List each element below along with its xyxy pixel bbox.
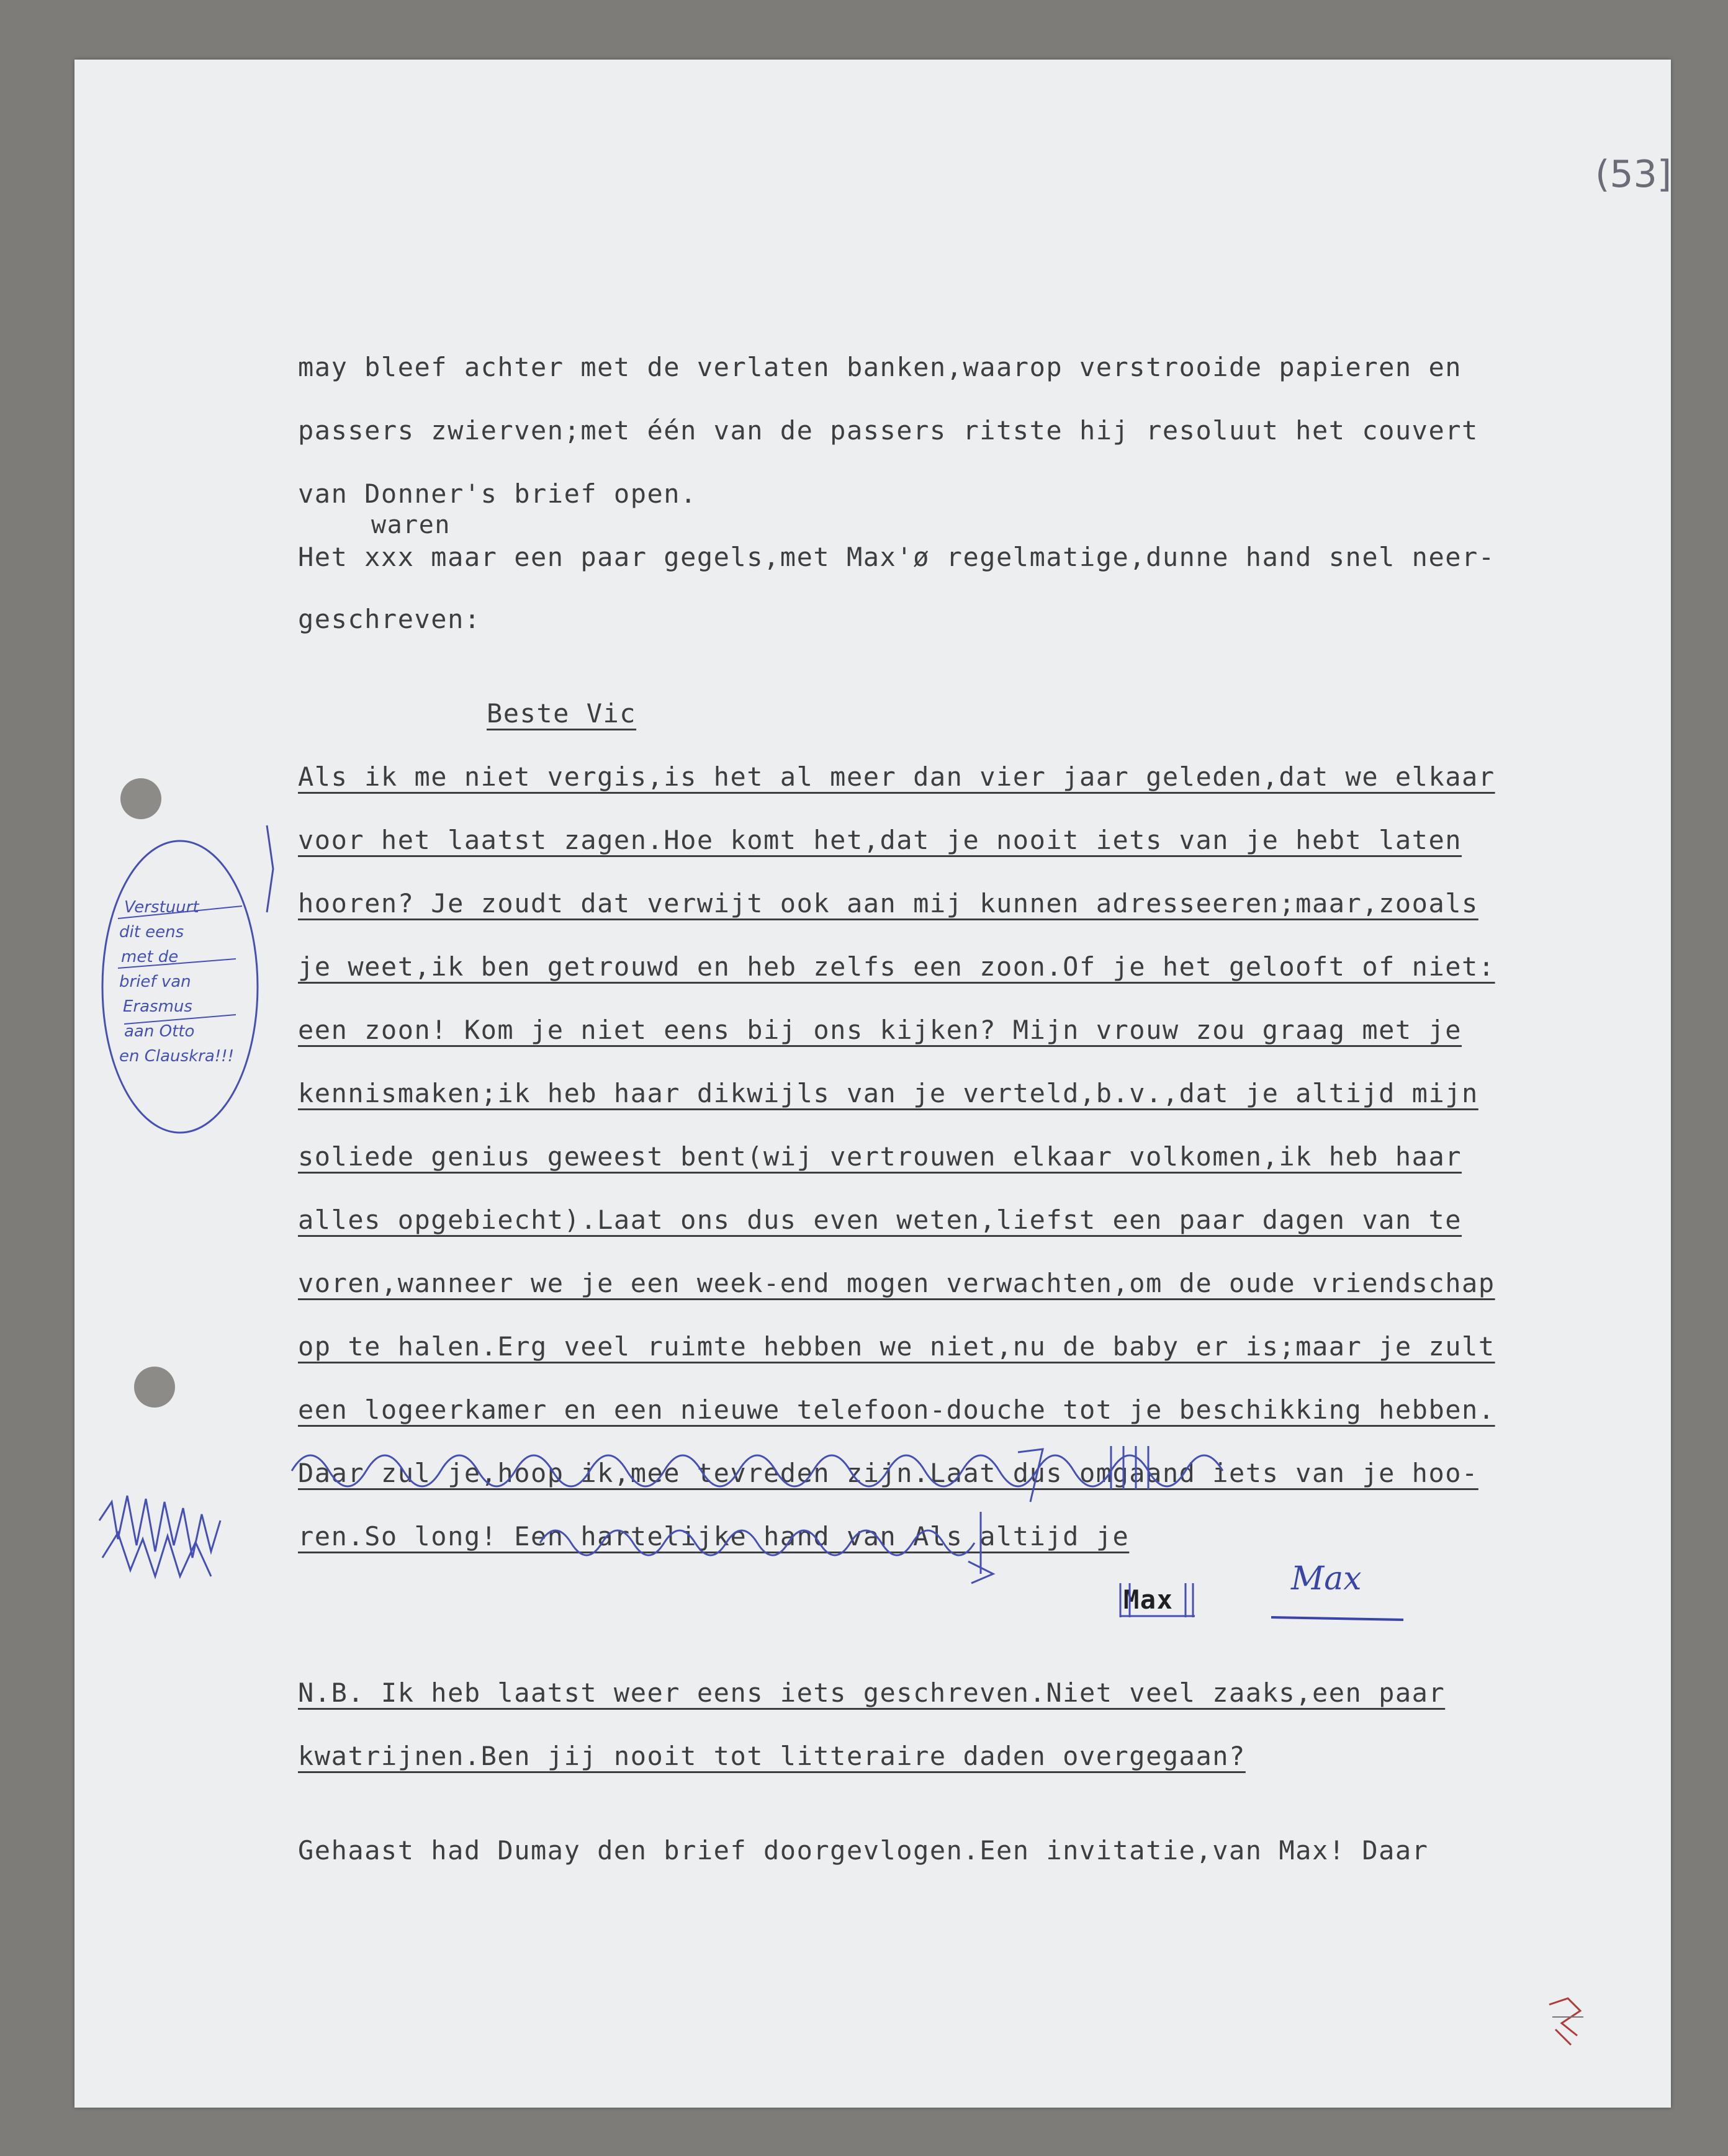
letter-line: hooren? Je zoudt dat verwijt ook aan mij kunnen adresseeren;maar,zooals [298,888,1478,919]
letter-line: kennismaken;ik heb haar dikwijls van je verteld,b.v.,dat je altijd mijn [298,1078,1478,1108]
margin-note-line: met de [121,948,179,966]
letter-line: je weet,ik ben getrouwd en heb zelfs een zoon.Of je het gelooft of niet: [298,951,1495,982]
letter-line: soliede genius geweest bent(wij vertrouwen elkaar volkomen,ik heb haar [298,1141,1462,1172]
page-number: (53] [1595,153,1672,196]
punch-hole-top [120,778,161,819]
margin-note-line: dit eens [119,923,184,941]
letter-line: Als ik me niet vergis,is het al meer dan vier jaar geleden,dat we elkaar [298,761,1495,792]
letter-line: alles opgebiecht).Laat ons dus even weten,liefst een paar dagen van te [298,1205,1462,1235]
text-line: passers zwierven;met één van de passers ritste hij resoluut het couvert [298,415,1478,446]
punch-hole-bottom [134,1367,175,1408]
margin-note-line: Erasmus [123,997,192,1016]
archive-stamp [1543,1992,1593,2048]
handwritten-signature: Max [1291,1560,1362,1597]
interlinear-insertion: waren [371,511,451,539]
margin-note-line: Verstuurt [124,898,199,917]
letter-line: Daar zul je,hoop ik,mee tevreden zijn.Laat dus omgaand iets van je hoo- [298,1458,1478,1488]
margin-note-line: en Clauskra!!! [119,1047,235,1066]
margin-note-line: aan Otto [124,1022,195,1041]
scratched-out-note [93,1483,230,1589]
cancellation-wave [534,1506,1043,1586]
margin-note-line: brief van [119,972,191,991]
postscript-line: kwatrijnen.Ben jij nooit tot litteraire daden overgegaan? [298,1741,1246,1771]
letter-line: voor het laatst zagen.Hoe komt het,dat je nooit iets van je hebt laten [298,825,1462,855]
text-line: geschreven: [298,604,481,634]
margin-note [87,819,286,1142]
text-line: van Donner's brief open. [298,478,697,509]
letter-line: een zoon! Kom je niet eens bij ons kijken? Mijn vrouw zou graag met je [298,1015,1462,1045]
signature-underline [1270,1611,1406,1624]
typed-signature: Max [1123,1584,1174,1615]
text-line: may bleef achter met de verlaten banken,waarop verstrooide papieren en [298,352,1462,382]
postscript-line: N.B. Ik heb laatst weer eens iets geschreven.Niet veel zaaks,een paar [298,1678,1446,1708]
text-line: Het xxx maar een paar gegels,met Max'ø regelmatige,dunne hand snel neer- [298,542,1495,572]
text-line: Gehaast had Dumay den brief doorgevlogen.Een invitatie,van Max! Daar [298,1835,1429,1866]
letter-line: op te halen.Erg veel ruimte hebben we niet,nu de baby er is;maar je zult [298,1331,1495,1362]
letter-line: een logeerkamer en een nieuwe telefoon-douche tot je beschikking hebben. [298,1395,1495,1425]
cancellation-wave [286,1434,1241,1508]
letter-line: voren,wanneer we je een week-end mogen verwachten,om de oude vriendschap [298,1268,1495,1298]
letter-salutation: Beste Vic [487,698,637,729]
signature-scribble [1117,1580,1198,1624]
letter-line: ren.So long! Een hartelijke hand van Als altijd je [298,1521,1130,1552]
